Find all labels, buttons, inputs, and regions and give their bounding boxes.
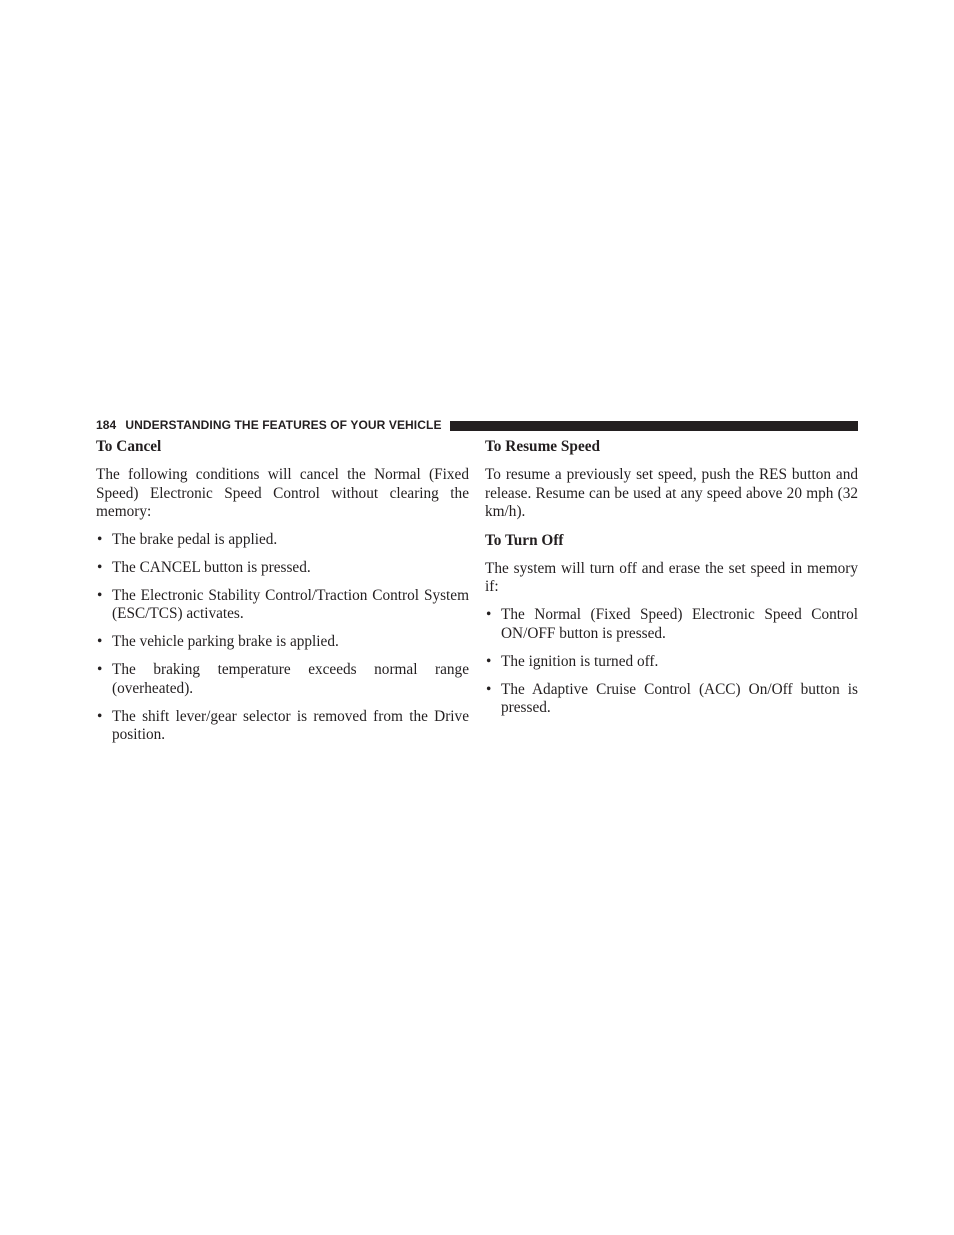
- bullet-icon: •: [486, 605, 492, 623]
- bullet-icon: •: [97, 558, 103, 576]
- list-item: • The shift lever/gear selector is removed from the Drive position.: [97, 707, 469, 744]
- turn-off-heading: To Turn Off: [485, 531, 564, 549]
- list-item: • The braking temperature exceeds normal range (overheated).: [97, 661, 469, 697]
- bullet-icon: •: [97, 707, 103, 725]
- resume-heading: To Resume Speed: [485, 438, 601, 455]
- bullet-icon: •: [486, 652, 492, 670]
- left-column: [96, 437, 469, 754]
- turn-off-intro: The system will turn off and erase the set speed in memory if:: [485, 559, 858, 596]
- list-item: • The Adaptive Cruise Control (ACC) On/Off button is pressed.: [486, 680, 858, 717]
- right-column: [485, 437, 858, 727]
- cancel-heading: To Cancel: [96, 438, 162, 455]
- list-item: • The brake pedal is applied.: [97, 530, 278, 548]
- bullet-icon: •: [486, 680, 492, 698]
- resume-text: To resume a previously set speed, push the RES button and release. Resume can be used at any speed above 20 mph (32 km/h).: [485, 466, 858, 521]
- bullet-icon: •: [97, 530, 103, 548]
- page-number: 184: [96, 418, 117, 432]
- bullet-icon: •: [97, 661, 103, 679]
- list-item: • The Electronic Stability Control/Traction Control System (ESC/TCS) activates.: [97, 586, 469, 623]
- bullet-icon: •: [97, 633, 103, 651]
- header-rule: [450, 421, 858, 431]
- list-item: • The Normal (Fixed Speed) Electronic Speed Control ON/OFF button is pressed.: [486, 605, 858, 642]
- list-item: • The CANCEL button is pressed.: [97, 558, 311, 576]
- page-header: [96, 416, 858, 434]
- section-title: UNDERSTANDING THE FEATURES OF YOUR VEHICLE: [125, 418, 442, 432]
- cancel-list: [96, 531, 469, 745]
- turn-off-list: [485, 606, 858, 718]
- list-item: • The vehicle parking brake is applied.: [97, 633, 339, 651]
- list-item: • The ignition is turned off.: [486, 652, 659, 670]
- cancel-intro: The following conditions will cancel the Normal (Fixed Speed) Electronic Speed Control without clearing the memory:: [96, 466, 469, 521]
- bullet-icon: •: [97, 586, 103, 604]
